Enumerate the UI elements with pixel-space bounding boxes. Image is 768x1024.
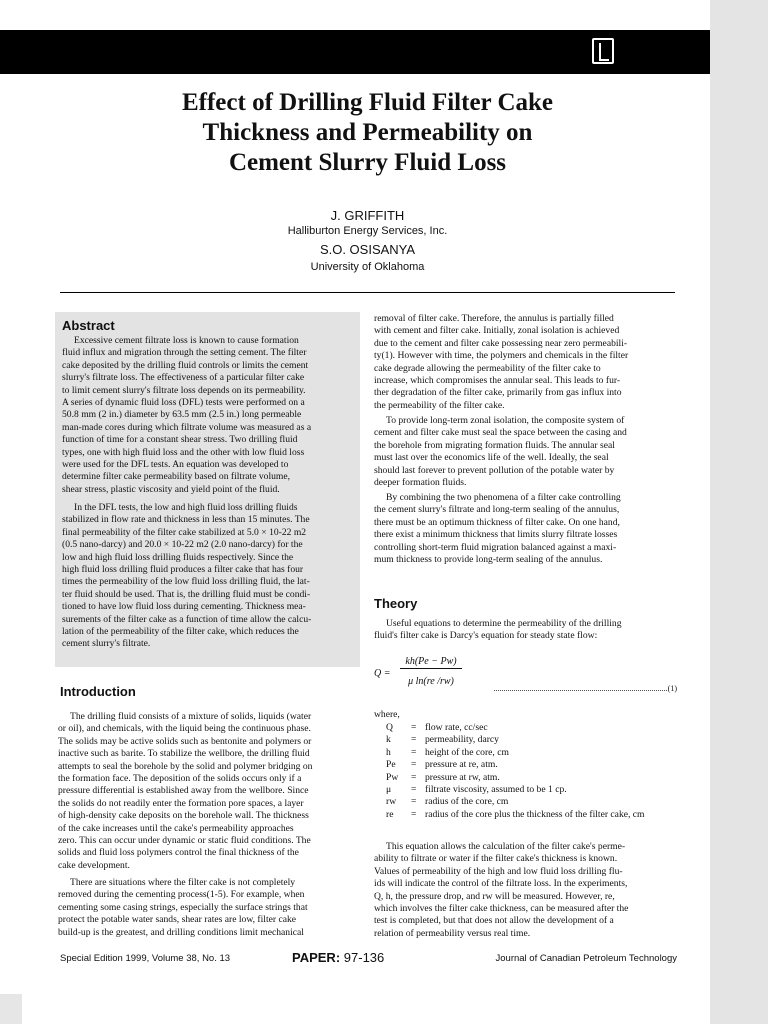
author-affiliation: University of Oklahoma (310, 261, 425, 273)
author-name: S.O. OSISANYA (319, 242, 416, 257)
text-line: relation of permeability versus real time. (374, 927, 531, 939)
variable-row (370, 784, 680, 796)
text-line: fluid influx and migration through the setting cement. The filter (62, 347, 307, 359)
text-line: ids will indicate the control of the filtrate loss. In the experiments, (374, 878, 628, 890)
variable-definition: flow rate, cc/sec (425, 722, 488, 733)
variable-row (370, 722, 680, 734)
text-line: controlling short-term fluid migration balanced against a maxi- (374, 541, 617, 553)
equation-numerator: kh(Pe − Pw) (400, 656, 462, 669)
text-line: surements of the filter cake as a function of time allow the calcu- (62, 613, 312, 625)
text-line: attempts to seal the borehole by the solid and polymer bridging on (58, 760, 313, 772)
text-line: shear stress, plastic viscosity and yield point of the fluid. (62, 483, 280, 495)
text-line: inactive such as barite. To stabilize the wellbore, the drilling fluid (58, 748, 310, 760)
text-line: Useful equations to determine the permeability of the drilling (386, 618, 622, 629)
text-line: of high-density cake deposits on the borehole wall. The thickness (58, 810, 309, 822)
paper-label: PAPER: (292, 950, 341, 965)
variable-definition: filtrate viscosity, assumed to be 1 cp. (425, 784, 567, 796)
abstract-paragraph (62, 335, 354, 496)
text-line: fluid's filter cake is Darcy's equation for steady state flow: (374, 630, 598, 642)
text-line: increase, which compromises the annular seal. This leads to fur- (374, 375, 621, 387)
text-line: ther degradation of the filter cake, primarily from gas influx into (374, 387, 622, 399)
text-line: man-made cores during which filtrate volume was measured as a (62, 421, 312, 433)
text-line: of the cake increases until the cake's permeability approaches (58, 822, 294, 834)
equals-sign: = (411, 771, 417, 783)
text-line: cement and filter cake must seal the space between the casing and (374, 427, 627, 439)
introduction-paragraph (58, 711, 360, 872)
text-line: must last over the economics life of the well. Ideally, the seal (374, 452, 609, 464)
variable-definitions (370, 722, 680, 821)
text-line: to limit cement slurry's filtrate loss depends on its permeability. (62, 384, 306, 396)
text-line: function of time for a constant shear stress. Two drilling fluid (62, 434, 298, 446)
equals-sign: = (411, 796, 417, 808)
equals-sign: = (411, 784, 417, 796)
where-label: where, (374, 709, 400, 720)
text-line: The solids may be active solids such as bentonite and polymers or (58, 735, 312, 747)
text-line: stabilized in flow rate and thickness in less than 15 minutes. The (62, 514, 310, 526)
text-line: ty(1). However with time, the polymers and chemicals in the filter (374, 350, 629, 362)
logo-mark-icon (592, 38, 614, 64)
text-line: By combining the two phenomena of a filter cake controlling (386, 492, 621, 503)
text-line: solids and fluid loss polymers control the final thickness of the (58, 847, 299, 859)
title-divider (60, 292, 675, 293)
variable-symbol: k (386, 734, 391, 746)
equals-sign: = (411, 759, 417, 771)
text-line: mum thickness to provide long-term sealing of the annulus. (374, 554, 603, 566)
text-line: times the permeability of the low fluid loss drilling fluid, the lat- (62, 576, 310, 588)
text-line: To provide long-term zonal isolation, the composite system of (386, 415, 625, 426)
variable-row (370, 809, 680, 821)
text-line: pressure differential is established away from the wellbore. Since (58, 785, 309, 797)
theory-paragraph (374, 618, 676, 643)
text-line: test is completed, but that does not allow the development of a (374, 915, 614, 927)
variable-definition: radius of the core plus the thickness of the filter cake, cm (425, 808, 645, 820)
variable-symbol: h (386, 746, 391, 758)
text-line: types, one with high fluid loss and the other with low fluid loss (62, 446, 305, 458)
body-paragraph (374, 415, 676, 489)
variable-symbol: Q (386, 722, 393, 733)
variable-symbol: μ (386, 784, 392, 796)
text-line: slurry's filtrate loss. The effectiveness of a particular filter cake (62, 372, 305, 384)
equals-sign: = (411, 746, 417, 758)
text-line: the cement slurry's filtrate and long-term sealing of the annulus, (374, 504, 620, 516)
text-line: (0.5 nano-darcy) and 20.0 × 10-22 m2 (2.0 nano-darcy) for the (62, 539, 303, 551)
equation-denominator: μ ln(re /rw) (408, 676, 454, 687)
paper-title-line-2: Thickness and Permeability on (202, 119, 533, 146)
introduction-paragraph (58, 877, 360, 939)
variable-symbol: Pw (386, 771, 399, 783)
theory-heading: Theory (374, 596, 418, 611)
text-line: final permeability of the filter cake stabilized at 5.0 × 10-22 m2 (62, 526, 307, 538)
text-line: The drilling fluid consists of a mixture of solids, liquids (water (70, 711, 312, 722)
text-line: There are situations where the filter cake is not completely (70, 877, 296, 888)
text-line: there exist a minimum thickness that limits slurry filtrate losses (374, 529, 618, 541)
text-line: This equation allows the calculation of the filter cake's perme- (386, 841, 626, 852)
equals-sign: = (411, 722, 417, 733)
variable-definition: radius of the core, cm (425, 796, 509, 808)
footer-paper-id (292, 950, 384, 965)
paper-number: 97-136 (343, 950, 385, 965)
text-line: cake deposited by the drilling fluid controls or limits the cement (62, 359, 309, 371)
variable-row (370, 747, 680, 759)
equals-sign: = (411, 734, 417, 746)
paper-title-line-3: Cement Slurry Fluid Loss (228, 149, 507, 176)
text-line: removal of filter cake. Therefore, the annulus is partially filled (374, 313, 614, 324)
text-line: protect the potable water sands, shear rates are low, filter cake (58, 914, 297, 926)
text-line: with cement and filter cake. Initially, zonal isolation is achieved (374, 325, 620, 337)
scrollbar[interactable] (710, 0, 768, 1024)
abstract-heading: Abstract (62, 318, 115, 333)
body-paragraph (374, 492, 676, 566)
text-line: determine filter cake permeability based on filtrate volume, (62, 471, 291, 483)
variable-row (370, 734, 680, 746)
abstract-paragraph (62, 502, 354, 651)
text-line: Excessive cement filtrate loss is known to cause formation (74, 335, 299, 346)
text-line: the solids do not readily enter the formation pore spaces, a layer (58, 797, 304, 809)
variable-symbol: re (386, 808, 394, 820)
footer-journal: Journal of Canadian Petroleum Technology (495, 953, 677, 964)
theory-paragraph (374, 841, 676, 940)
paper-title-line-1: Effect of Drilling Fluid Filter Cake (181, 89, 553, 116)
text-line: ability to filtrate or water if the filter cake's thickness is known. (374, 853, 618, 865)
variable-definition: pressure at re, atm. (425, 759, 498, 771)
equals-sign: = (411, 808, 417, 820)
text-line: there must be an optimum thickness of filter cake. On one hand, (374, 516, 620, 528)
text-line: or oil), and chemicals, with the liquid being the continuous phase. (58, 723, 311, 735)
variable-definition: pressure at rw, atm. (425, 771, 500, 783)
variable-definition: permeability, darcy (425, 734, 499, 746)
text-line: the borehole from migrating formation fluids. The annular seal (374, 439, 615, 451)
text-line: cement slurry's filtrate. (62, 638, 151, 650)
variable-symbol: Pe (386, 759, 396, 771)
text-line: due to the cement and filter cake possessing near zero permeabili- (374, 337, 628, 349)
variable-row (370, 759, 680, 771)
page-corner (0, 994, 22, 1024)
text-line: zero. This can occur under dynamic or static fluid conditions. The (58, 835, 311, 847)
text-line: Q, h, the pressure drop, and rw will be measured. However, re, (374, 890, 615, 902)
variable-symbol: rw (386, 796, 397, 808)
variable-definition: height of the core, cm (425, 746, 509, 758)
equation-number: .......................................................................................(1) (493, 684, 677, 693)
text-line: which involves the filter cake thickness, can be measured after the (374, 903, 629, 915)
introduction-heading: Introduction (60, 684, 136, 699)
text-line: tioned to have low fluid loss during cementing. Thickness mea- (62, 601, 306, 613)
text-line: 50.8 mm (2 in.) diameter by 63.5 mm (2.5 in.) long permeable (62, 409, 302, 421)
text-line: cementing some casing strings, especially the surface strings that (58, 901, 308, 913)
text-line: were used for the DFL tests. An equation was developed to (62, 459, 289, 471)
text-line: deeper formation fluids. (374, 477, 467, 489)
author-name: J. GRIFFITH (330, 208, 405, 223)
text-line: A series of dynamic fluid loss (DFL) tests were performed on a (62, 397, 305, 409)
text-line: cake degrade allowing the permeability of the filter cake to (374, 362, 601, 374)
text-line: cake development. (58, 859, 130, 871)
text-line: high fluid loss drilling fluid produces a filter cake that has four (62, 564, 304, 576)
text-line: low and high fluid loss drilling fluids respectively. Since the (62, 551, 294, 563)
author-affiliation: Halliburton Energy Services, Inc. (287, 225, 448, 237)
variable-row (370, 796, 680, 808)
variable-row (370, 772, 680, 784)
text-line: should last forever to prevent pollution of the potable water by (374, 464, 615, 476)
text-line: lation of the permeability of the filter cake, which reduces the (62, 626, 299, 638)
journal-logo: JCPT (592, 33, 676, 71)
text-line: the formation face. The deposition of the solids occurs only if a (58, 773, 302, 785)
equation-lhs: Q = (374, 668, 391, 679)
text-line: Values of permeability of the high and low fluid loss drilling flu- (374, 865, 623, 877)
text-line: ter fluid should be used. That is, the drilling fluid must be condi- (62, 588, 311, 600)
text-line: In the DFL tests, the low and high fluid loss drilling fluids (74, 502, 298, 513)
text-line: build-up is the greatest, and drilling conditions limit mechanical (58, 926, 304, 938)
body-paragraph (374, 313, 676, 412)
footer-issue: Special Edition 1999, Volume 38, No. 13 (60, 953, 231, 964)
text-line: the permeability of the filter cake. (374, 399, 505, 411)
text-line: removed during the cementing process(1-5). For example, when (58, 889, 305, 901)
